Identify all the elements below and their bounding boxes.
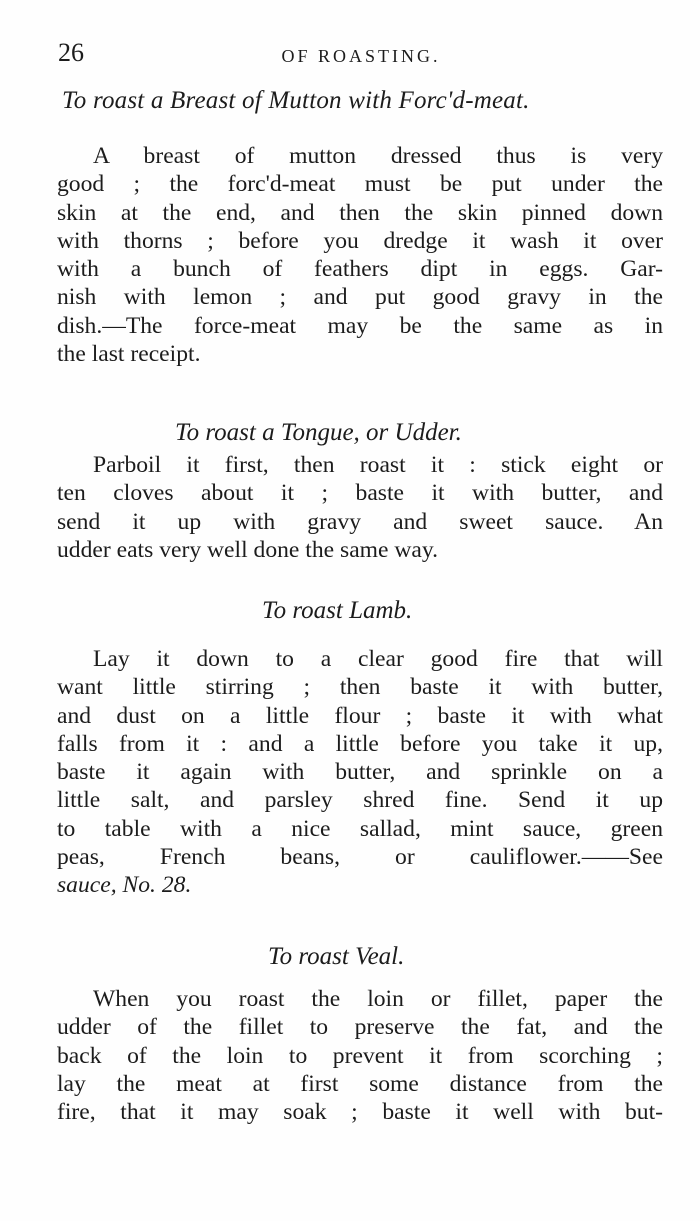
cross-reference: sauce, No. 28.: [57, 872, 192, 899]
section-heading-veal: To roast Veal.: [268, 943, 405, 970]
text-line: Parboil it first, then roast it : stick eight or: [93, 452, 663, 478]
text-line: skin at the end, and then the skin pinned down: [57, 199, 663, 226]
text-line: When you roast the loin or fillet, paper the: [93, 986, 663, 1012]
text-line: with thorns ; before you dredge it wash it over: [57, 227, 663, 254]
text-line: fire, that it may soak ; baste it well with but-: [57, 1099, 663, 1126]
text-line-italic: [57, 871, 663, 899]
text-line: Lay it down to a clear good fire that will: [93, 646, 663, 672]
text-line: ten cloves about it ; baste it with butter, and: [57, 480, 663, 507]
text-line: A breast of mutton dressed thus is very: [93, 143, 663, 169]
section-heading-lamb: To roast Lamb.: [262, 597, 413, 624]
text-line: good ; the forc'd-meat must be put under the: [57, 171, 663, 198]
text-line: want little stirring ; then baste it with butter,: [57, 674, 663, 701]
running-head: OF ROASTING.: [281, 46, 441, 66]
paragraph-veal: [57, 985, 663, 1126]
text-line: udder eats very well done the same way.: [57, 536, 439, 563]
text-line: and dust on a little flour ; baste it with what: [57, 702, 663, 729]
section-heading-tongue: To roast a Tongue, or Udder.: [175, 419, 462, 446]
paragraph-tongue: [57, 451, 663, 564]
text-line: dish.—The force-meat may be the same as in: [57, 312, 663, 339]
page-number: 26: [58, 38, 84, 67]
text-line: little salt, and parsley shred fine. Send it up: [57, 787, 663, 814]
text-line: with a bunch of feathers dipt in eggs. Gar-: [57, 256, 663, 283]
text-line: back of the loin to prevent it from scorching ;: [57, 1042, 663, 1069]
paragraph-lamb: [57, 645, 663, 900]
text-line: udder of the fillet to preserve the fat, and the: [57, 1014, 663, 1041]
text-line: falls from it : and a little before you take it up,: [57, 730, 663, 757]
text-line: lay the meat at first some distance from the: [57, 1070, 663, 1097]
text-line: the last receipt.: [57, 341, 201, 368]
paragraph-mutton: [57, 142, 663, 368]
text-line: send it up with gravy and sweet sauce. An: [57, 508, 663, 535]
text-line: to table with a nice sallad, mint sauce, green: [57, 815, 663, 842]
section-heading-mutton: To roast a Breast of Mutton with Forc'd-meat.: [62, 87, 530, 114]
text-line: baste it again with butter, and sprinkle on a: [57, 759, 663, 786]
text-line: nish with lemon ; and put good gravy in the: [57, 284, 663, 311]
text-line: peas, French beans, or cauliflower.——See: [57, 844, 663, 871]
